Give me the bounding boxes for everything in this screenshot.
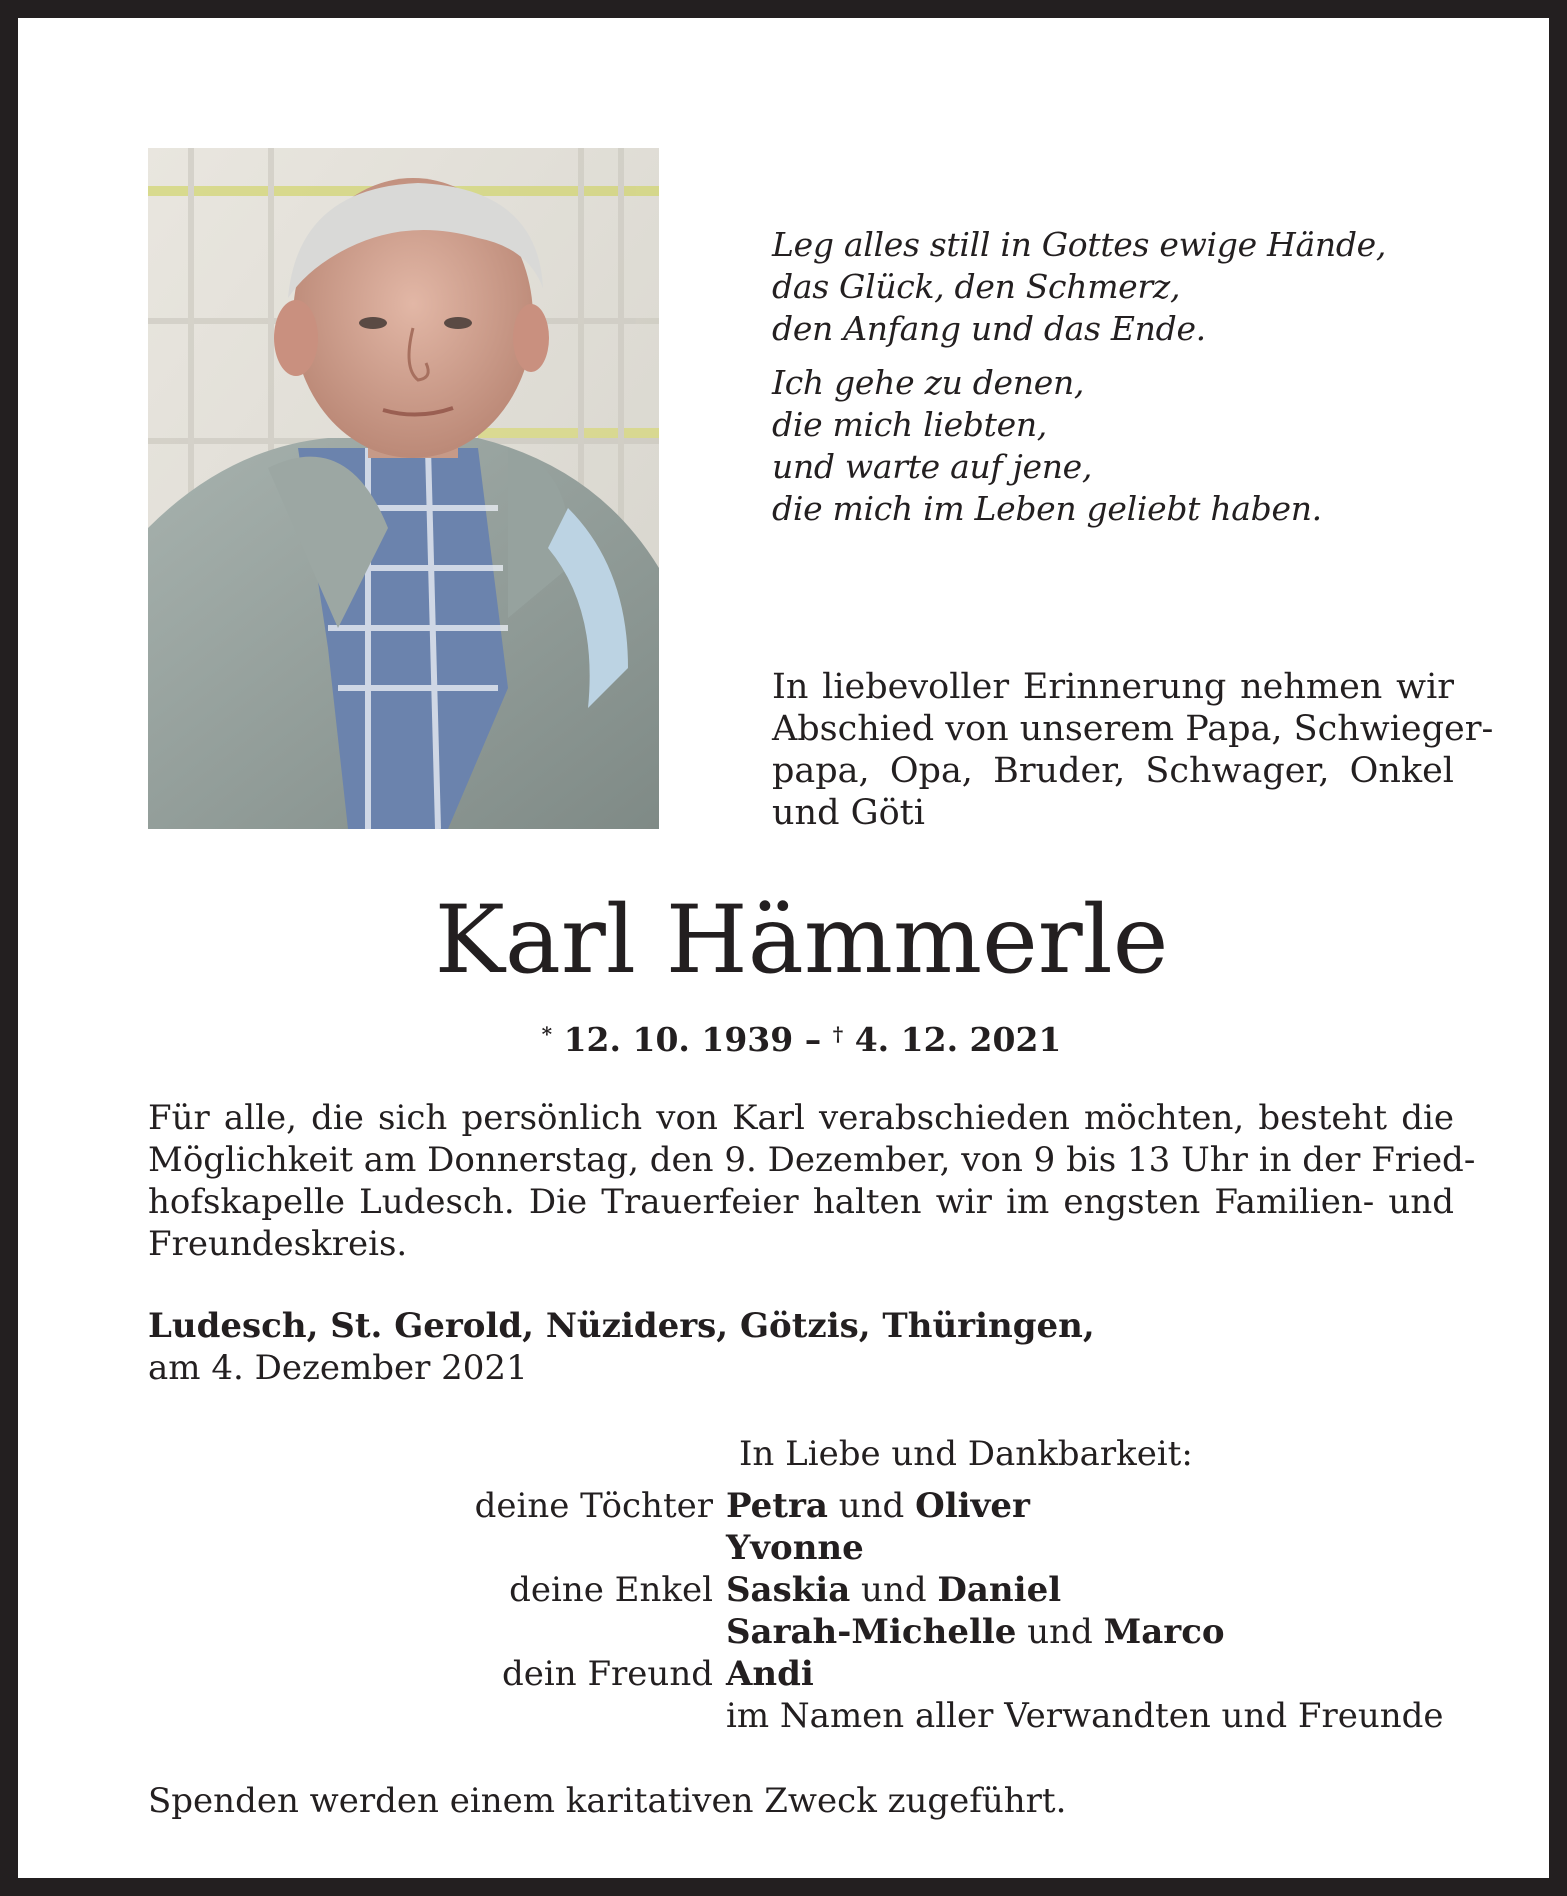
signature-name: Petra [726,1486,828,1526]
signature-names [726,1569,1478,1611]
signature-row [148,1527,1478,1569]
signature-relation: dein Freund [502,1654,713,1694]
announcement-line: Für alle, die sich persönlich von Karl verabschieden möchten, besteht die [148,1098,1454,1138]
signature-row [148,1569,1478,1611]
poem-line: die mich liebten, [772,405,1047,444]
date-dash: – [804,1020,822,1059]
life-dates [18,1012,1567,1062]
portrait-image [148,148,659,829]
signature-relation [148,1695,726,1737]
signature-name: Andi [726,1654,814,1694]
poem-line: und warte auf jene, [772,447,1093,486]
signature-collective: im Namen aller Verwandten und Freunde [726,1696,1444,1736]
birth-date: 12. 10. 1939 [563,1020,794,1059]
signature-name: Sarah-Michelle [726,1612,1017,1652]
announcement-line: Freundeskreis. [148,1224,408,1264]
poem [772,224,1472,542]
signature-names [726,1527,1478,1569]
signature-relation [148,1527,726,1569]
poem-line: Ich gehe zu denen, [772,363,1085,402]
poem-stanza [772,224,1472,350]
death-symbol: † [832,1022,844,1046]
poem-line: Leg alles still in Gottes ewige Hände, [772,225,1387,264]
signature-name: Yvonne [726,1528,864,1568]
signature-name: Daniel [937,1570,1062,1610]
signature-row [148,1695,1478,1737]
intro-line: Abschied von unserem Papa, Schwieger- [772,709,1494,749]
signature-name: Oliver [915,1486,1030,1526]
signature-joiner: und [838,1486,905,1526]
announcement-line: hofskapelle Ludesch. Die Trauerfeier halten wir im engsten Familien- und [148,1182,1454,1222]
signature-row [148,1611,1478,1653]
place-names: Ludesch, St. Gerold, Nüziders, Götzis, Thüringen, [148,1306,1095,1346]
poem-line: die mich im Leben geliebt haben. [772,489,1322,528]
deceased-name: Karl Hämmerle [434,886,1169,995]
intro-line: In liebevoller Erinnerung nehmen wir [772,667,1454,707]
signature-row [148,1653,1478,1695]
signature-names [726,1653,1478,1695]
announcement-text [148,1097,1476,1265]
intro-text [772,666,1494,834]
signature-relation: deine Töchter [474,1486,713,1526]
signature-name: Saskia [726,1570,851,1610]
portrait-photo [148,148,659,829]
signature-name: Marco [1103,1612,1225,1652]
poem-stanza [772,362,1472,530]
signature-relation [148,1611,726,1653]
poem-line: das Glück, den Schmerz, [772,267,1181,306]
birth-symbol: * [541,1022,553,1046]
signature-relation: deine Enkel [509,1570,713,1610]
signature-joiner: und [1027,1612,1093,1652]
announcement-line: Möglichkeit am Donnerstag, den 9. Dezember, von 9 bis 13 Uhr in der Fried- [148,1140,1476,1180]
signature-names [726,1485,1478,1527]
poem-line: den Anfang und das Ende. [772,309,1206,348]
signature-names [726,1611,1478,1653]
signature-joiner: und [861,1570,927,1610]
closing-phrase: In Liebe und Dankbarkeit: [739,1434,1193,1474]
signature-row [148,1485,1478,1527]
death-date: 4. 12. 2021 [854,1020,1062,1059]
donation-note: Spenden werden einem karitativen Zweck zugeführt. [148,1781,1067,1821]
place-date: am 4. Dezember 2021 [148,1348,528,1388]
intro-line: und Göti [772,793,925,833]
signatures [148,1485,1478,1737]
intro-line: papa, Opa, Bruder, Schwager, Onkel [772,751,1454,791]
